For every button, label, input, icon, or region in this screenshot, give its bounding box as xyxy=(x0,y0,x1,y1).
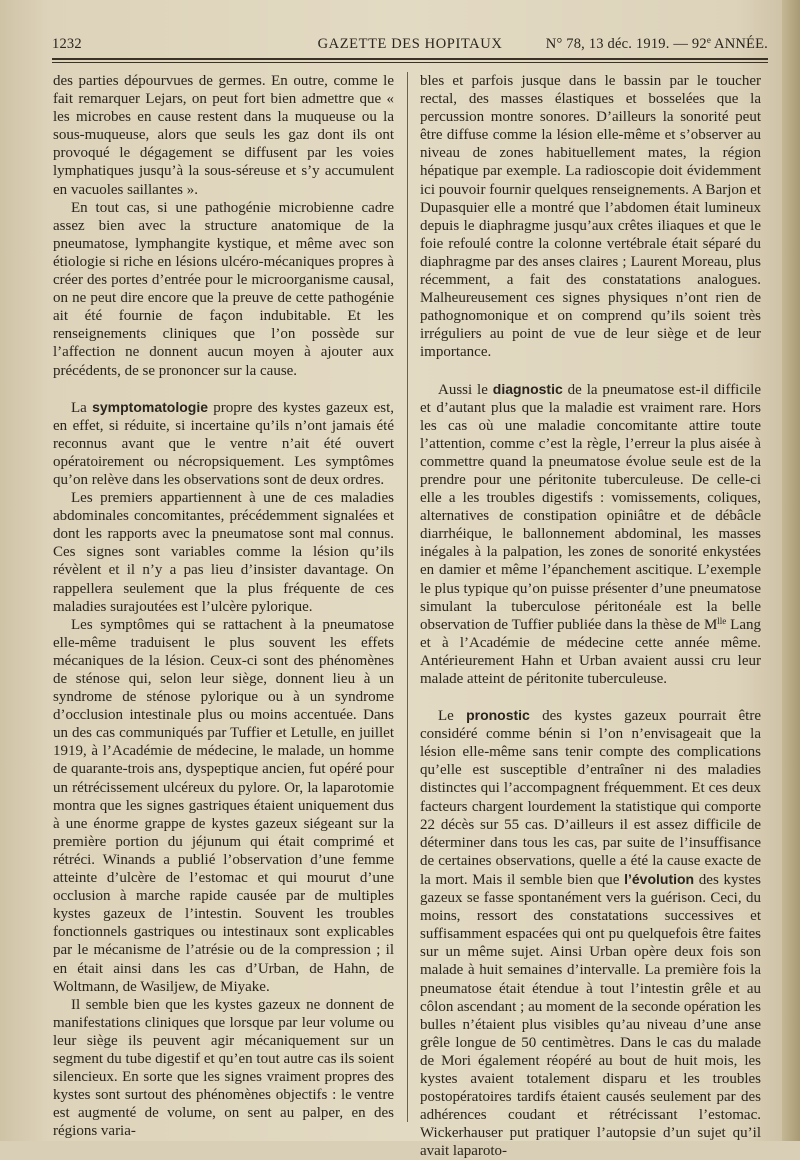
section-keyword: l’évolution xyxy=(624,870,695,887)
paragraph: Il semble bien que les kystes gazeux ne donnent de manifestations cliniques que lorsque par leur volume ou leur siège ils peuvent agir mécaniquement sur un segment du tube digestif et qu’en tout autre cas ils soient silencieux. En sorte que les signes vraiment propres des kystes sont surtout des phénomènes objectifs : le ventre est augmenté de volume, on sent au palper, en des régions varia- xyxy=(53,996,394,1140)
header-rule-thick xyxy=(52,58,768,60)
paragraph: Les premiers appartiennent à une de ces maladies abdominales concomitantes, précédemment signalées et dont les rapports avec la pneumatose sont mal connus. Ces signes sont variables comme la lésion qu’ils révèlent et il n’y a pas lieu d’insister davantage. On rappellera seulement que la plus fréquente de ces maladies surajoutées est l’ulcère pylorique. xyxy=(53,490,394,615)
paragraph-text: Lang et à l’Académie de médecine cette année même. Antérieurement Hahn et Urban avaient aussi cru leur malade atteint de péritonite tuberculeuse. xyxy=(420,616,761,687)
paragraph-text: des kystes gazeux se fasse spontanément vers la guérison. Ceci, du moins, ressort des constatations successives et suffisamment espacées qui ont pu quelquefois être faites sur un même sujet. Ainsi Urban opère deux fois son malade à huit semaines d’intervalle. La première fois la pneumatose était étendue à tout l’intestin grêle et au côlon ascendant ; au moment de la seconde opération les bulles n’étaient plus visibles qu’au niveau d’une anse grêle longue de 50 centimètres. Dans le cas du malade de Mori également réopéré au bout de huit mois, les kystes avaient totalement disparu et les troubles postopératoires tardifs étaient causés seulement par des adhérences coudant et rétrécissant l’estomac. Wickerhauser put pratiquer l’autopsie d’un sujet qu’il avait laparoto- xyxy=(420,871,762,1160)
issue-year-label: ANNÉE. xyxy=(711,36,768,52)
left-column xyxy=(53,72,394,1140)
paragraph-text: Aussi le xyxy=(438,381,493,398)
paragraph-text: Le xyxy=(438,708,467,725)
page-number: 1232 xyxy=(52,36,82,52)
paragraph: Les symptômes qui se rattachent à la pneumatose elle-même traduisent le plus souvent les effets mécaniques de la lésion. Ceux-ci sont des phénomènes de sténose qui, selon leur siège, donnent lieu à un syndrome de sténose pylorique ou à un syndrome d’occlusion intestinale plus ou moins accentuée. Dans un des cas communiqués par Tuffier et Letulle, en juillet 1919, à l’Académie de médecine, le malade, un homme de quarante-trois ans, dyspeptique ancien, fut opéré pour un rétrécissement ulcéreux du pylore. Or, la laparotomie montra que les signes gastriques étaient uniquement dus à une énorme grappe de kystes gazeux siégeant sur la première portion du jéjunum qui était comprimé et rétréci. Winands a publié l’observation d’une femme atteinte d’ulcère de l’estomac et qui mourut d’une occlusion à marche rapide causée par de multiples kystes gazeux de l’intestin. Souvent les troubles fonctionnels gastriques ou intestinaux sont explicables par le mécanisme de l’atrésie ou de la compression ; il en était ainsi dans les cas d’Urban, de Hahn, de Woltmann, de Wasiljew, de Miyake. xyxy=(53,616,394,995)
page-binding-edge xyxy=(782,0,800,1141)
paragraph-symptomatology xyxy=(53,398,394,489)
paragraph: des parties dépourvues de germes. En outre, comme le fait remarquer Lejars, on peut fort bien admettre que « les microbes en cause restent dans la muqueuse ou la sous-muqueuse, alors que seuls les gaz dont ils ont provoqué le dégagement se diffusent par les voies lymphatiques jusqu’à la sous-séreuse et s’y accumulent en vacuoles saillantes ». xyxy=(53,73,394,198)
section-keyword: symptomatologie xyxy=(92,398,209,415)
section-keyword: diagnostic xyxy=(492,380,563,397)
paragraph-text: La xyxy=(71,399,93,416)
paragraph-text: propre des kystes gazeux est, en effet, si réduite, si incertaine qu’ils n’ont jamais été reconnus avant que le ventre n’ait été ouvert opératoirement ou nécropsiquement. Les symptômes qu’on relève dans les observations sont de deux ordres. xyxy=(53,399,394,488)
issue-info xyxy=(546,36,768,53)
paragraph-diagnosis xyxy=(420,380,761,689)
journal-title: GAZETTE DES HOPITAUX xyxy=(317,36,503,52)
issue-number-date: N° 78, 13 déc. 1919. — 92 xyxy=(545,36,707,52)
column-divider xyxy=(407,72,408,1122)
paragraph-text: de la pneumatose est-il difficile et d’autant plus que la maladie est vraiment rare. Hors les cas où une maladie concomitante attire toute l’attention, comme c’est la règle, l’erreur la plus aisée à commettre quand la pneumatose évolue seule est de la prendre pour une péritonite tuberculeuse. De celle-ci elle a les troubles digestifs : vomissements, coliques, alternatives de constipation opiniâtre et de débâcle diarrhéique, le ballonnement abdominal, les masses inégales à la palpation, les zones de sonorité enkystées en damier et même l’épanchement ascitique. L’exemple le plus typique qu’on puisse présenter d’une pneumatose simulant la tuberculose péritonéale est la belle observation de Tuffier publiée dans la thèse de M xyxy=(420,381,762,633)
paragraph-text: des kystes gazeux pourrait être considéré comme bénin si l’on n’envisageait que la lésion elle-même sans tenir compte des complications qu’elle est susceptible d’entraîner ni des maladies distinctes qui l’accompagnent fréquemment. Et ces deux facteurs chargent lourdement la statistique qui comporte 22 décès sur 55 cas. D’ailleurs il est assez difficile de déterminer dans tous les cas, par suite de l’insuffisance de certaines observations, quelle a été la cause exacte de la mort. Mais il semble bien que xyxy=(420,708,761,888)
running-head xyxy=(52,36,768,58)
section-keyword: pronostic xyxy=(466,707,530,724)
title-abbreviation-superscript: lle xyxy=(717,615,727,626)
paragraph: En tout cas, si une pathogénie microbienne cadre assez bien avec la structure anatomique de la pneumatose, lymphangite kystique, et même avec son étiologie si riche en lésions ulcéro-mécaniques propres à créer des portes d’entrée pour le microorganisme causal, on ne peut dire encore que la preuve de cette pathogénie ait été fournie de façon indubitable. Et les renseignements cliniques que l’on possède sur l’affection ne donnent aucun moyen à ajouter aux précédents, de se prononcer sur la cause. xyxy=(53,199,394,379)
paragraph-prognosis xyxy=(420,706,761,1160)
right-column xyxy=(420,72,761,1160)
header-rule-thin xyxy=(52,62,768,63)
paragraph: bles et parfois jusque dans le bassin par le toucher rectal, des masses élastiques et bosselées que la percussion montre sonores. D’ailleurs la sonorité peut être diffuse comme la lésion elle-même et s’observer au niveau de zones habituellement mates, la région hépatique par exemple. La radioscopie doit évidemment ici pouvoir fournir quelques renseignements. A Barjon et Dupasquier elle a montré que l’abdomen était lumineux depuis le diaphragme jusqu’aux crêtes iliaques et que le foie refoulé contre la colonne vertébrale était séparé du diaphragme par des anses claires ; Laurent Moreau, plus récemment, a fait des constatations analogues. Malheureusement ces signes physiques n’ont rien de pathognomonique et on comprend qu’ils soient très irréguliers au point de vue de leur siège et de leur importance. xyxy=(420,73,761,361)
issue-ordinal-suffix: e xyxy=(706,35,712,45)
